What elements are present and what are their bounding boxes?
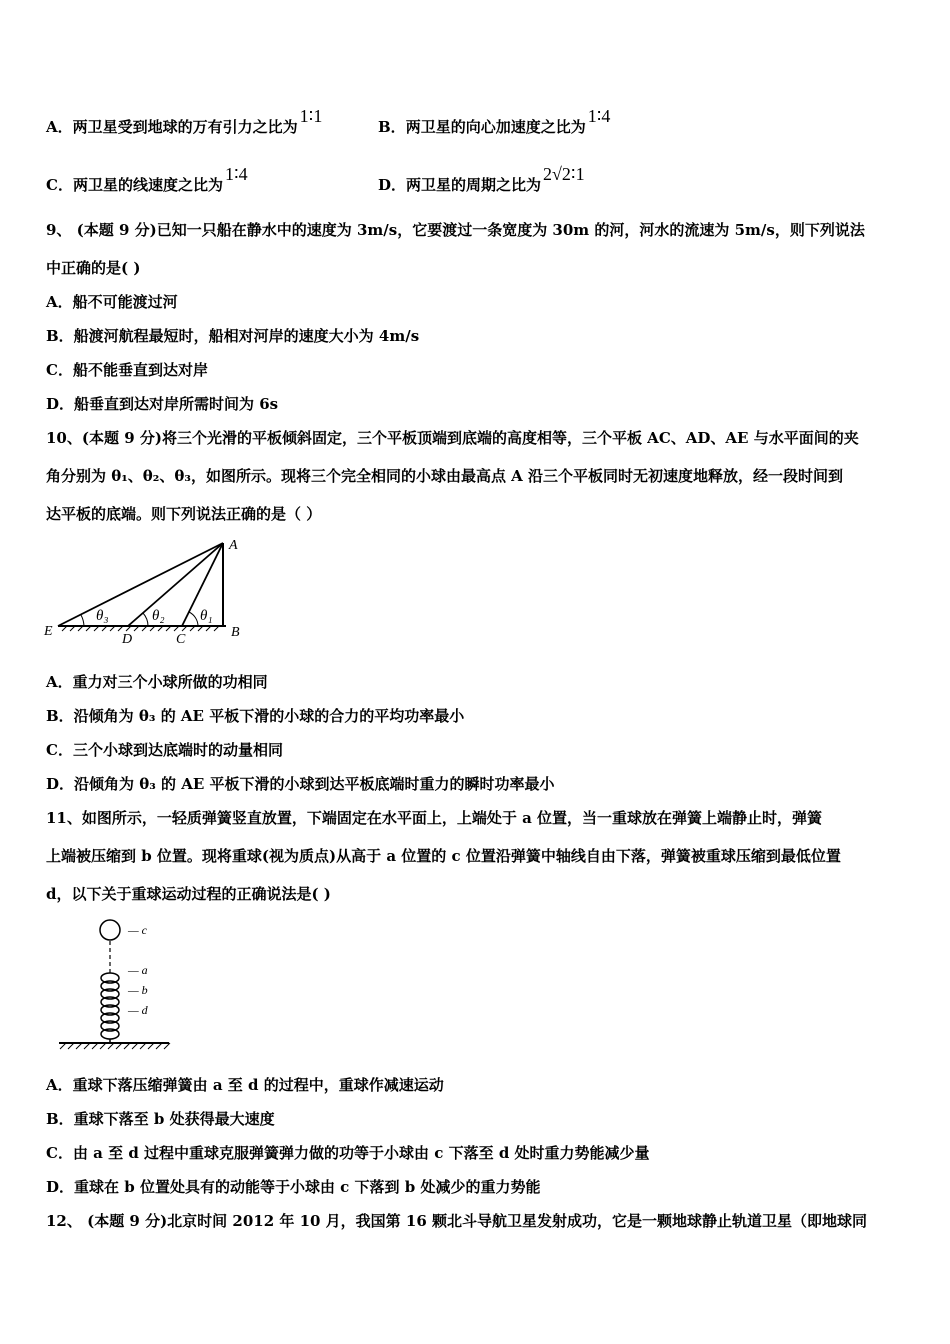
q9-option-c: C．船不能垂直到达对岸 [46,361,208,379]
q8-option-c: C．两卫星的线速度之比为1∶4 [46,164,248,194]
q11-option-c: C．由 a 至 d 过程中重球克服弹簧弹力做的功等于小球由 c 下落至 d 处时重力势能减少量 [46,1144,650,1162]
q8-c-ratio: 1∶4 [224,164,248,184]
q9-option-b: B．船渡河航程最短时，船相对河岸的速度大小为 4m/s [46,327,420,345]
q8-a-ratio: 1∶1 [299,106,323,126]
q9-option-d: D．船垂直到达对岸所需时间为 6s [46,395,279,413]
q9-stem-line1: 9、 (本题 9 分)已知一只船在静水中的速度为 3m/s，它要渡过一条宽度为 30m 的河，河水的流速为 5m/s，则下列说法 [46,221,865,239]
label-theta3: θ₃ [96,608,109,624]
q11-stem-line3: d，以下关于重球运动过程的正确说法是( ) [46,885,331,903]
q8-d-ratio: 2√2∶1 [543,164,585,184]
q10-option-d: D．沿倾角为 θ₃ 的 AE 平板下滑的小球到达平板底端时重力的瞬时功率最小 [46,775,555,793]
angle-arc-theta1 [189,612,198,626]
label-d: D [122,632,133,647]
q9-stem-line2: 中正确的是( ) [46,259,141,277]
label-b-position: — b [128,983,148,997]
q11-option-b: B．重球下落至 b 处获得最大速度 [46,1110,275,1128]
q11-option-d: D．重球在 b 位置处具有的动能等于小球由 c 下落到 b 处减少的重力势能 [46,1178,541,1196]
q8-b-ratio: 1∶4 [587,106,611,126]
label-c: C [176,632,186,647]
label-c-position: — c [128,923,147,937]
q12-stem-line1: 12、 (本题 9 分)北京时间 2012 年 10 月，我国第 16 颗北斗导航卫星发射成功，它是一颗地球静止轨道卫星（即地球同 [46,1212,868,1230]
q8-option-d: D．两卫星的周期之比为2√2∶1 [378,164,585,194]
label-a: A [229,538,238,553]
spring-figure [54,915,179,1057]
q10-option-b: B．沿倾角为 θ₃ 的 AE 平板下滑的小球的合力的平均功率最小 [46,707,465,725]
angle-arc-theta2 [143,613,148,626]
q8-option-a: A．两卫星受到地球的万有引力之比为1∶1 [46,106,323,136]
q11-option-a: A．重球下落压缩弹簧由 a 至 d 的过程中，重球作减速运动 [46,1076,444,1094]
label-b: B [231,625,240,640]
label-theta2: θ₂ [152,608,165,624]
q10-stem-line1: 10、(本题 9 分)将三个光滑的平板倾斜固定，三个平板顶端到底端的高度相等，三个平板 AC、AD、AE 与水平面间的夹 [46,429,859,447]
q10-stem-line3: 达平板的底端。则下列说法正确的是（ ） [46,505,322,523]
incline-planes-figure [40,535,255,647]
q8-option-b: B．两卫星的向心加速度之比为1∶4 [378,106,611,136]
q10-option-a: A．重力对三个小球所做的功相同 [46,673,268,691]
label-d-position: — d [128,1003,148,1017]
label-a-position: — a [128,963,148,977]
q9-option-a: A．船不可能渡过河 [46,293,178,311]
label-theta1: θ₁ [200,608,213,624]
q11-stem-line2: 上端被压缩到 b 位置。现将重球(视为质点)从高于 a 位置的 c 位置沿弹簧中轴线自由下落，弹簧被重球压缩到最低位置 [46,847,841,865]
q10-stem-line2: 角分别为 θ₁、θ₂、θ₃，如图所示。现将三个完全相同的小球由最高点 A 沿三个平板同时无初速度地释放，经一段时间到 [46,467,844,485]
q10-option-c: C．三个小球到达底端时的动量相同 [46,741,283,759]
angle-arc-theta3 [81,615,84,626]
plane-ae [58,543,223,626]
label-e: E [44,624,53,639]
ball [100,920,120,940]
q11-stem-line1: 11、如图所示，一轻质弹簧竖直放置，下端固定在水平面上，上端处于 a 位置，当一重球放在弹簧上端静止时，弹簧 [46,809,823,827]
spring-coils [101,973,119,1039]
